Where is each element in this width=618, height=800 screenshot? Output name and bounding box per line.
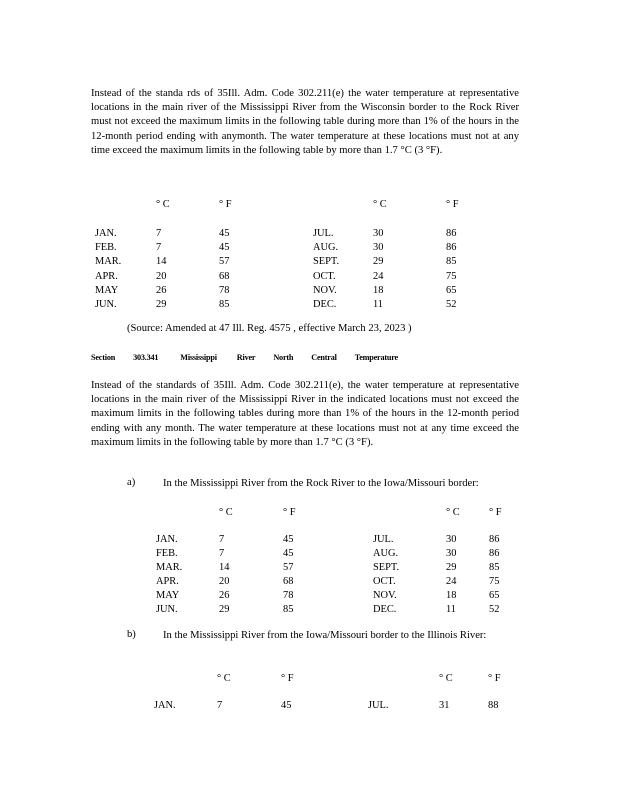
item-a-marker: a) <box>127 477 136 488</box>
section-title-word: Temperature <box>354 353 398 362</box>
fahrenheit-cell: 85 <box>446 256 457 268</box>
section-title-word: Central <box>311 353 337 362</box>
month-cell: FEB. <box>95 242 117 254</box>
table-header-fahrenheit: ° F <box>446 199 459 210</box>
celsius-cell: 30 <box>373 228 384 239</box>
table-header-celsius: ° C <box>373 199 387 210</box>
source-note: (Source: Amended at 47 Ill. Reg. 4575 , effective March 23, 2023 ) <box>127 323 412 334</box>
month-cell: MAY <box>156 589 180 601</box>
celsius-cell: 7 <box>219 547 225 559</box>
fahrenheit-cell: 45 <box>283 547 294 559</box>
celsius-cell: 29 <box>446 561 457 573</box>
fahrenheit-cell: 65 <box>489 589 500 601</box>
month-cell: AUG. <box>373 547 399 559</box>
celsius-cell: 7 <box>156 242 162 254</box>
fahrenheit-cell: 85 <box>489 561 500 573</box>
fahrenheit-cell: 85 <box>219 299 230 310</box>
fahrenheit-cell: 86 <box>489 547 500 559</box>
section-title-word: Mississippi <box>180 353 217 362</box>
section-number: 303.341 <box>133 353 159 362</box>
table-header-celsius: ° C <box>217 673 231 684</box>
table-header-fahrenheit: ° F <box>489 507 502 518</box>
fahrenheit-cell: 68 <box>219 270 230 282</box>
fahrenheit-cell: 68 <box>283 575 294 587</box>
fahrenheit-cell: 45 <box>283 534 294 545</box>
table-header-fahrenheit: ° F <box>281 673 294 684</box>
celsius-cell: 7 <box>156 228 162 239</box>
fahrenheit-cell: 86 <box>446 228 457 239</box>
celsius-cell: 24 <box>446 575 457 587</box>
month-cell: JUN. <box>95 299 117 310</box>
section-title-word: North <box>273 353 294 362</box>
item-b-marker: b) <box>127 629 136 640</box>
month-cell: OCT. <box>313 270 336 282</box>
celsius-cell: 7 <box>219 534 225 545</box>
fahrenheit-cell: 78 <box>283 589 294 601</box>
fahrenheit-cell: 57 <box>219 256 230 268</box>
celsius-cell: 30 <box>446 534 457 545</box>
month-cell: NOV. <box>373 589 397 601</box>
month-cell: JAN. <box>95 228 117 239</box>
month-cell: SEPT. <box>313 256 340 268</box>
celsius-cell: 29 <box>156 299 167 310</box>
month-cell: DEC. <box>373 603 397 615</box>
celsius-cell: 11 <box>373 299 384 310</box>
celsius-cell: 11 <box>446 603 457 615</box>
celsius-cell: 14 <box>156 256 167 268</box>
celsius-cell: 26 <box>219 589 230 601</box>
month-cell: MAY <box>95 284 119 296</box>
fahrenheit-cell: 45 <box>281 700 292 711</box>
celsius-cell: 14 <box>219 561 230 573</box>
celsius-cell: 31 <box>439 700 450 711</box>
table-header-fahrenheit: ° F <box>283 507 296 518</box>
month-cell: APR. <box>156 575 179 587</box>
month-cell: MAR. <box>156 561 183 573</box>
paragraph-intro: Instead of the standa rds of 35Ill. Adm. Code 302.211(e) the water temperature at representative locations in the main river of the Mississippi River from the Wisconsin border to the Rock River must not exceed the maximum limits in the following table during more than 1% of the hours in the 12-month period ending with anymonth. The water temperature at these locations must not at any time exceed the maximum limits in the following table by more than 1.7 °C (3 °F). <box>91 88 519 156</box>
month-cell: NOV. <box>313 284 337 296</box>
month-cell: OCT. <box>373 575 396 587</box>
table-header-celsius: ° C <box>219 507 233 518</box>
celsius-cell: 18 <box>373 284 384 296</box>
celsius-cell: 30 <box>446 547 457 559</box>
month-cell: SEPT. <box>373 561 400 573</box>
fahrenheit-cell: 78 <box>219 284 230 296</box>
fahrenheit-cell: 45 <box>219 242 230 254</box>
celsius-cell: 7 <box>217 700 223 711</box>
table-header-fahrenheit: ° F <box>488 673 501 684</box>
month-cell: JUL. <box>373 534 394 545</box>
celsius-cell: 29 <box>373 256 384 268</box>
month-cell: JAN. <box>154 700 176 711</box>
celsius-cell: 26 <box>156 284 167 296</box>
month-cell: AUG. <box>313 242 339 254</box>
month-cell: FEB. <box>156 547 178 559</box>
fahrenheit-cell: 86 <box>446 242 457 254</box>
month-cell: APR. <box>95 270 118 282</box>
section-label: Section <box>91 353 116 362</box>
table-header-celsius: ° C <box>439 673 453 684</box>
fahrenheit-cell: 65 <box>446 284 457 296</box>
fahrenheit-cell: 75 <box>446 270 457 282</box>
celsius-cell: 24 <box>373 270 384 282</box>
month-cell: JUN. <box>156 603 178 615</box>
section-title-word: River <box>236 353 256 362</box>
celsius-cell: 20 <box>219 575 230 587</box>
fahrenheit-cell: 86 <box>489 534 500 545</box>
fahrenheit-cell: 75 <box>489 575 500 587</box>
month-cell: MAR. <box>95 256 122 268</box>
month-cell: JUL. <box>313 228 334 239</box>
celsius-cell: 18 <box>446 589 457 601</box>
fahrenheit-cell: 45 <box>219 228 230 239</box>
table-header-fahrenheit: ° F <box>219 199 232 210</box>
fahrenheit-cell: 85 <box>283 603 294 615</box>
table-header-celsius: ° C <box>156 199 170 210</box>
table-header-celsius: ° C <box>446 507 460 518</box>
celsius-cell: 20 <box>156 270 167 282</box>
fahrenheit-cell: 57 <box>283 561 294 573</box>
item-b-text: In the Mississippi River from the Iowa/Missouri border to the Illinois River: <box>163 630 487 641</box>
celsius-cell: 30 <box>373 242 384 254</box>
section-heading <box>91 353 416 362</box>
fahrenheit-cell: 52 <box>446 299 457 310</box>
fahrenheit-cell: 88 <box>488 700 499 711</box>
month-cell: DEC. <box>313 299 337 310</box>
month-cell: JUL. <box>368 700 389 711</box>
month-cell: JAN. <box>156 534 178 545</box>
paragraph-section: Instead of the standards of 35Ill. Adm. Code 302.211(e), the water temperature at representative locations in the main river of the Mississippi River in the indicated locations must not exceed the maximum limits in the following tables during more than 1% of the hours in the 12-month period ending with any month. The water temperature at these locations must not at any time exceed the maximum limits in the following table by more than 1.7 °C (3 °F). <box>91 380 519 448</box>
fahrenheit-cell: 52 <box>489 603 500 615</box>
celsius-cell: 29 <box>219 603 230 615</box>
item-a-text: In the Mississippi River from the Rock River to the Iowa/Missouri border: <box>163 478 479 489</box>
